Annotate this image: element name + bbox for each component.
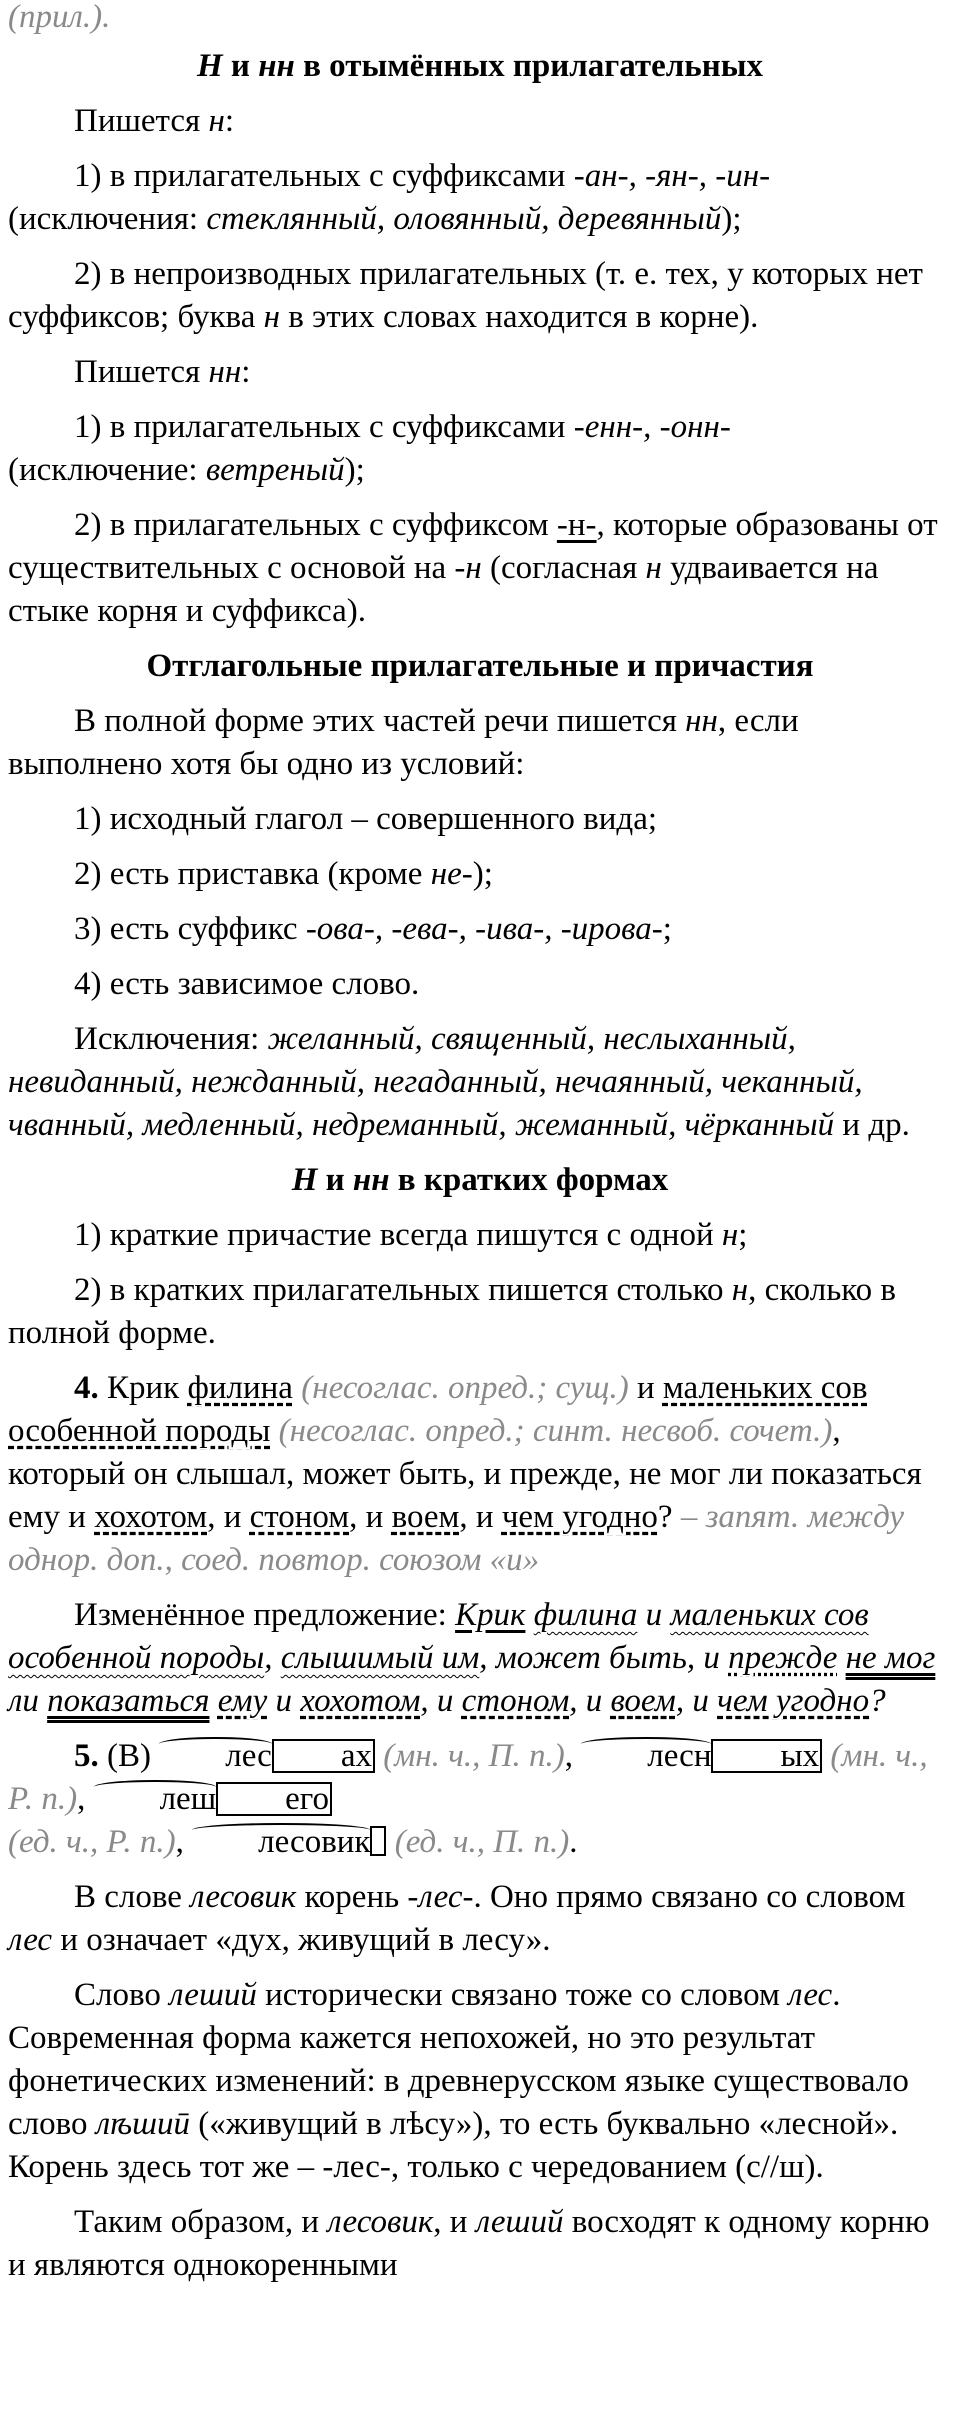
text: лес — [418, 1879, 463, 1915]
text: -ова-, -ева-, -ива-, -ирова- — [305, 911, 663, 947]
grammar-note: (ед. ч., П. п.) — [386, 1824, 570, 1860]
root-marked: лес — [159, 1735, 272, 1778]
condition-item — [8, 908, 952, 951]
section-title-short-forms — [8, 1159, 952, 1202]
paragraph — [8, 1876, 952, 1962]
text: и др. — [834, 1107, 910, 1143]
text: , — [175, 1824, 193, 1860]
text: , сколько в полной форме. — [8, 1272, 896, 1351]
section-title-verbal-adjectives — [8, 645, 952, 688]
rule-item — [8, 1269, 952, 1355]
title-part: в отымённых прилагательных — [294, 48, 763, 84]
text: 3) есть суффикс — [74, 911, 306, 947]
text: , если выполнено хотя бы одно из условий: — [8, 703, 799, 782]
condition-item — [8, 798, 952, 841]
rule-item — [8, 155, 952, 241]
text: ); — [472, 856, 493, 892]
text: лѣшиӣ — [95, 2106, 191, 2142]
rule-item — [8, 253, 952, 339]
text: (В) — [98, 1738, 160, 1774]
text: : — [224, 103, 234, 139]
text: Слово — [74, 1977, 170, 2013]
text: , — [77, 1781, 94, 1817]
text — [837, 1640, 845, 1676]
paragraph — [8, 1974, 952, 2189]
title-part: Н — [197, 48, 223, 84]
title-part: нн — [258, 48, 295, 84]
text: , и — [207, 1499, 250, 1535]
paragraph — [8, 351, 952, 394]
grammar-note: (несоглас. опред.; сущ.) — [292, 1370, 629, 1406]
text: . — [569, 1824, 578, 1860]
text: и — [267, 1683, 301, 1719]
text: удваивается на стыке корня и суффикса). — [8, 550, 879, 629]
object-marked: хохотом — [300, 1683, 421, 1719]
text: и означает «дух, живущий в лесу». — [52, 1922, 551, 1958]
text: стеклянный, оловянный, деревянный — [206, 201, 722, 237]
text: , которые образованы от существительных с основой на — [8, 507, 938, 586]
text: леший — [475, 2204, 564, 2240]
root-marked: лесн — [581, 1735, 711, 1778]
title-part: Н — [291, 1162, 318, 1198]
text: 2) в прилагательных с суффиксом — [74, 507, 557, 543]
text: -. Оно прямо связано со словом — [462, 1879, 906, 1915]
subject-marked: Крик — [455, 1597, 526, 1633]
title-part: в кратких формах — [389, 1162, 669, 1198]
text: нн — [208, 354, 242, 390]
text: (исключения: — [8, 201, 207, 237]
task-5-analysis — [8, 1735, 952, 1864]
paragraph — [8, 100, 952, 143]
task-number: 5. — [74, 1738, 99, 1774]
object-marked: ему — [217, 1683, 268, 1719]
suffix-marked: -н- — [556, 507, 597, 543]
text: 4) есть зависимое слово. — [74, 966, 420, 1002]
text: желанный, священный, неслыханный, невиданный, нежданный, негаданный, нечаянный, чеканный, чванный, медленный, недреманный, жеманный, чёрканный — [8, 1021, 863, 1143]
text: Пишется — [74, 103, 209, 139]
grammar-note: – запят. между однор. доп., соед. повтор. союзом «и» — [8, 1499, 904, 1578]
title-part: нн — [352, 1162, 390, 1198]
text: (согласная — [481, 550, 646, 586]
text: леший — [169, 1977, 257, 2013]
task-4-analysis — [8, 1367, 952, 1582]
attribute-marked: филина — [187, 1370, 293, 1406]
text: ли — [8, 1683, 48, 1719]
root-marked: леш — [94, 1778, 217, 1821]
rule-item — [8, 406, 952, 492]
text: , — [564, 1738, 582, 1774]
text: В полной форме этих частей речи пишется — [74, 703, 686, 739]
object-marked: чем угодно — [717, 1683, 870, 1719]
top-fragment-text: (прил.). — [8, 0, 111, 35]
text: лесовик — [190, 1879, 297, 1915]
text: 2) в кратких прилагательных пишется столько — [74, 1272, 732, 1308]
text: ? — [869, 1683, 886, 1719]
text: , — [264, 1640, 281, 1676]
text: ; — [738, 1217, 748, 1253]
text: 1) в прилагательных с суффиксами — [74, 409, 574, 445]
zero-ending-box — [370, 1826, 386, 1856]
text: н — [263, 299, 280, 335]
text: Пишется — [74, 354, 209, 390]
title-text: Отглагольные прилагательные и причастия — [146, 648, 814, 684]
exceptions-paragraph — [8, 1018, 952, 1147]
text: . Современная форма кажется непохожей, но это результат фонетических изменений: в древнерусском языке существовало слово — [8, 1977, 909, 2142]
text: 2) в непроизводных прилагательных (т. е. тех, у которых нет суффиксов; буква — [8, 256, 923, 335]
object-marked: стоном — [461, 1683, 570, 1719]
text: корень - — [296, 1879, 419, 1915]
top-fragment — [8, 0, 952, 39]
rule-item — [8, 1214, 952, 1257]
task-number: 4. — [74, 1370, 99, 1406]
root-marked: лесовик — [192, 1821, 370, 1864]
text: лесовик — [327, 2204, 434, 2240]
ending-box: его — [216, 1782, 332, 1816]
text: В слове — [74, 1879, 191, 1915]
text: н — [721, 1217, 739, 1253]
text: (исключение: — [8, 452, 206, 488]
ending-box: ых — [711, 1739, 822, 1773]
text: н — [208, 103, 225, 139]
text: Крик — [98, 1370, 188, 1406]
text: , и — [459, 1499, 502, 1535]
grammar-note: (мн. ч., П. п.) — [375, 1738, 565, 1774]
title-part: и — [317, 1162, 353, 1198]
text: , который он слышал, может быть, и прежде, не мог ли показаться ему и — [8, 1413, 922, 1535]
rule-item — [8, 504, 952, 633]
text: не- — [430, 856, 473, 892]
text: 1) краткие причастие всегда пишутся с одной — [74, 1217, 722, 1253]
object-marked: чем угодно — [501, 1499, 658, 1535]
text — [209, 1683, 217, 1719]
text: н — [731, 1272, 749, 1308]
text: , и — [675, 1683, 718, 1719]
text: восходят к одному корню и являются однокоренными — [8, 2204, 930, 2283]
adverbial-marked: прежде — [728, 1640, 838, 1676]
grammar-note: (несоглас. опред.; синт. несвоб. сочет.) — [270, 1413, 833, 1449]
text: , и — [420, 1683, 462, 1719]
grammar-note: (мн. ч., Р. п.) — [8, 1738, 928, 1817]
text: , и — [349, 1499, 392, 1535]
condition-item — [8, 963, 952, 1006]
text: 1) в прилагательных с суффиксами — [74, 158, 574, 194]
object-marked: хохотом — [94, 1499, 208, 1535]
text: н — [645, 550, 662, 586]
attribute-marked: маленьких сов особенной породы — [8, 1597, 869, 1676]
text: ); — [344, 452, 365, 488]
text: и — [628, 1370, 663, 1406]
text: в этих словах находится в корне). — [279, 299, 759, 335]
title-part: и — [222, 48, 259, 84]
text: Изменённое предложение: — [74, 1597, 456, 1633]
attribute-marked: маленьких сов особенной породы — [8, 1370, 868, 1449]
text: ; — [662, 911, 672, 947]
ending-box: ах — [272, 1739, 375, 1773]
text: нн — [685, 703, 718, 739]
text: -енн-, -онн- — [573, 409, 731, 445]
text: Таким образом, и — [74, 2204, 328, 2240]
text: 1) исходный глагол – совершенного вида; — [74, 801, 658, 837]
text: , и — [569, 1683, 611, 1719]
attribute-marked: слышимый им — [280, 1640, 480, 1676]
text: ? — [657, 1499, 681, 1535]
text: 2) есть приставка (кроме — [74, 856, 431, 892]
condition-item — [8, 853, 952, 896]
paragraph — [8, 700, 952, 786]
text: -ан-, -ян-, -ин- — [573, 158, 771, 194]
text: лес — [788, 1977, 833, 2013]
text: ветреный — [205, 452, 345, 488]
text: : — [241, 354, 251, 390]
text: Исключения: — [74, 1021, 268, 1057]
text — [525, 1597, 533, 1633]
text: ); — [721, 201, 742, 237]
paragraph — [8, 2201, 952, 2287]
object-marked: воем — [610, 1683, 676, 1719]
changed-sentence — [8, 1594, 952, 1723]
predicate-marked: не мог — [845, 1640, 936, 1676]
object-marked: стоном — [249, 1499, 350, 1535]
text: -н — [454, 550, 482, 586]
grammar-note: (ед. ч., Р. п.) — [8, 1824, 176, 1860]
predicate-marked: показаться — [47, 1683, 210, 1719]
text: и — [637, 1597, 671, 1633]
object-marked: воем — [391, 1499, 460, 1535]
text: («живущий в лѣсу»), то есть буквально «лесной». Корень здесь тот же – -лес-, только с чередованием (с//ш). — [8, 2106, 899, 2185]
text: , и — [433, 2204, 476, 2240]
text: исторически связано тоже со словом — [256, 1977, 789, 2013]
section-title-n-nn-denominal — [8, 45, 952, 88]
text: , может быть, и — [479, 1640, 729, 1676]
text: лес — [8, 1922, 53, 1958]
attribute-marked: филина — [533, 1597, 638, 1633]
